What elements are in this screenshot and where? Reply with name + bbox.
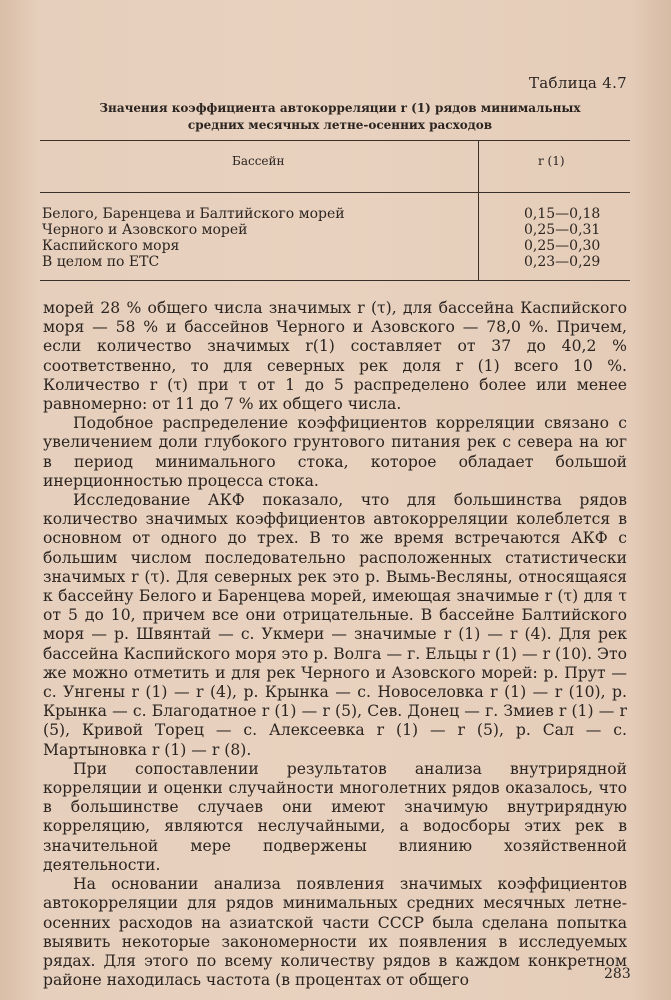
table-cell-basin: Белого, Баренцева и Балтийского морей — [42, 206, 345, 222]
table-header-basin: Бассейн — [232, 154, 285, 168]
table-title-line-2: средних месячных летне-осенних расходов — [187, 118, 493, 132]
paragraph: Подобное распределение коэффициентов корреляции связано с увеличением доли глубокого грунтового питания рек с севера на юг в период минимального стока, которое обладает большой инерционностью процесса стока. — [43, 414, 627, 490]
table-row — [42, 254, 622, 270]
table-bottom-rule — [40, 280, 630, 281]
paragraph: На основании анализа появления значимых коэффициентов автокорреляции для рядов минимальных средних месячных летне-осенних расходов на азиатской части СССР была сделана попытка выявить некоторые закономерности их появления в исследуемых рядах. Для этого по всему количеству рядов в каждом конкретном районе находилась частота (в процентах от общего — [43, 875, 627, 990]
paragraph: При сопоставлении результатов анализа внутрирядной корреляции и оценки случайности многолетних рядов оказалось, что в большинстве случаев они имеют значимую внутрирядную корреляцию, являются неслучайными, а водосборы этих рек в значительной мере подвержены влиянию хозяйственной деятельности. — [43, 759, 627, 874]
table-cell-basin: В целом по ЕТС — [42, 254, 160, 270]
body-text — [43, 299, 627, 990]
table-cell-basin: Черного и Азовского морей — [42, 222, 248, 238]
table-top-rule — [40, 140, 630, 141]
table-title — [60, 100, 620, 134]
table-header-r1: r (1) — [538, 154, 565, 168]
table-header-rule — [40, 192, 630, 193]
table-cell-r1: 0,23—0,29 — [524, 254, 601, 270]
paragraph: Исследование АКФ показало, что для большинства рядов количество значимых коэффициентов автокорреляции колеблется в основном от одного до трех. В то же время встречаются АКФ с большим числом последовательно расположенных статистически значимых r (τ). Для северных рек это р. Вымь-Весляны, относящаяся к бассейну Белого и Баренцева морей, имеющая значимые r (τ) для τ от 5 до 10, причем все они отрицательные. В бассейне Балтийского моря — р. Швянтай — с. Укмери — значимые r (1) — r (4). Для рек бассейна Каспийского моря это р. Волга — г. Ельцы r (1) — r (10). Это же можно отметить и для рек Черного и Азовского морей: р. Прут — с. Унгены r (1) — r (4), р. Крынка — с. Новоселовка r (1) — r (10), р. Крынка — с. Благодатное r (1) — r (5), Сев. Донец — г. Змиев r (1) — r (5), Кривой Торец — с. Алексеевка r (1) — r (5), р. Сал — с. Мартыновка r (1) — r (8). — [43, 491, 627, 759]
table-cell-r1: 0,25—0,31 — [524, 222, 601, 238]
table-row — [42, 206, 622, 222]
paragraph: морей 28 % общего числа значимых r (τ), для бассейна Каспийского моря — 58 % и бассейнов Черного и Азовского — 78,0 %. Причем, если количество значимых r(1) составляет от 37 до 40,2 % соответственно, то для северных рек доля r (1) всего 10 %. Количество r (τ) при τ от 1 до 5 распределено более или менее равномерно: от 11 до 7 % их общего числа. — [43, 299, 627, 414]
table-cell-r1: 0,15—0,18 — [524, 206, 601, 222]
table-title-line-1: Значения коэффициента автокорреляции r (1) рядов минимальных — [99, 101, 581, 115]
table-row — [42, 222, 622, 238]
table-cell-r1: 0,25—0,30 — [524, 238, 601, 254]
page-number: 283 — [604, 966, 631, 982]
table-caption: Таблица 4.7 — [528, 74, 627, 92]
table-cell-basin: Каспийского моря — [42, 238, 180, 254]
table-row — [42, 238, 622, 254]
